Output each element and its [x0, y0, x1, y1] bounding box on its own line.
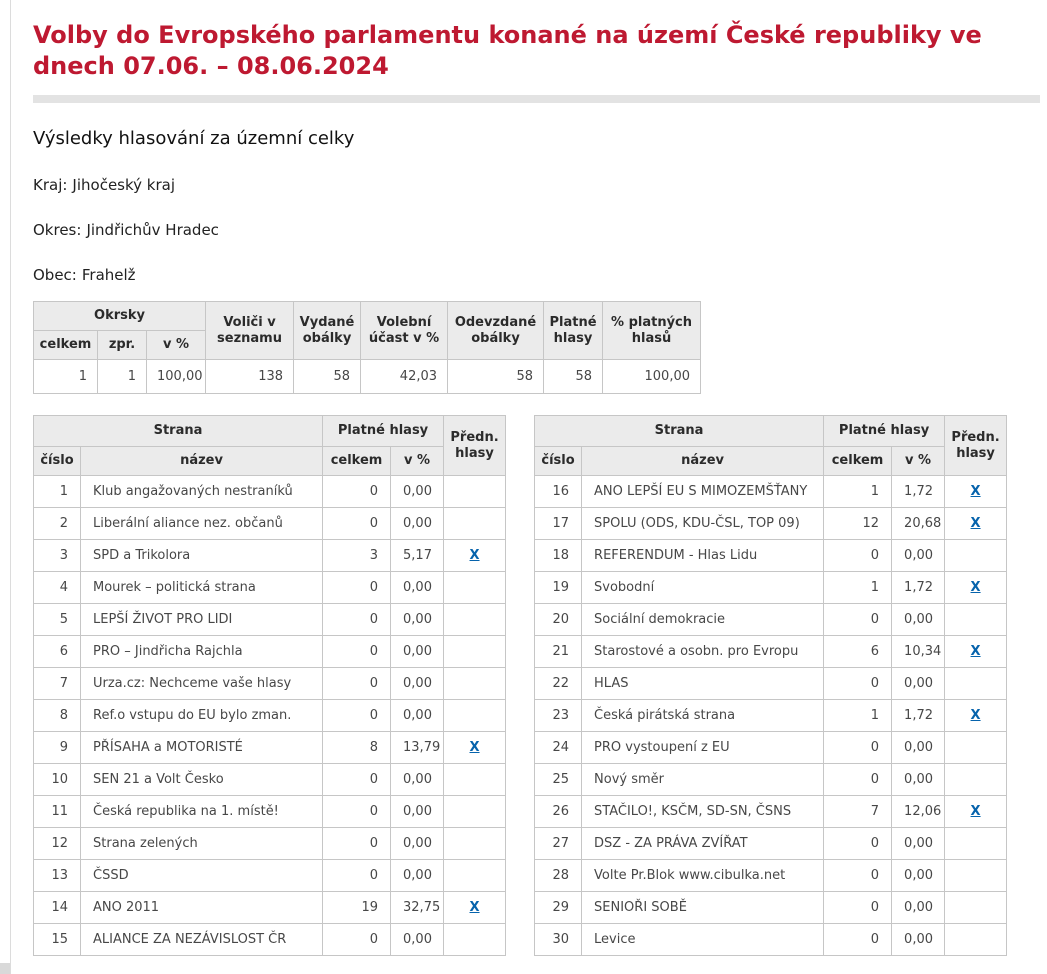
party-number-cell: 2: [34, 508, 81, 540]
party-total-cell: 0: [323, 700, 391, 732]
party-total-cell: 0: [323, 860, 391, 892]
party-pct-cell: 0,00: [391, 860, 444, 892]
party-pct-cell: 0,00: [391, 476, 444, 508]
party-number-cell: 14: [34, 892, 81, 924]
district-value: Jindřichův Hradec: [86, 221, 219, 239]
party-subheader-name: název: [81, 447, 323, 476]
main-content: [33, 0, 1040, 956]
summary-cell-3: 138: [206, 360, 294, 394]
party-total-cell: 6: [824, 636, 892, 668]
party-pct-cell: 0,00: [391, 828, 444, 860]
party-number-cell: 29: [535, 892, 582, 924]
party-name-cell: Starostové a osobn. pro Evropu: [582, 636, 824, 668]
summary-header-valid-votes-pct: % platných hlasů: [603, 302, 701, 360]
section-heading: Výsledky hlasování za územní celky: [33, 128, 355, 149]
party-number-cell: 16: [535, 476, 582, 508]
district-label: Okres:: [33, 221, 82, 239]
party-total-cell: 8: [323, 732, 391, 764]
party-number-cell: 13: [34, 860, 81, 892]
party-pref-cell: [444, 636, 506, 668]
party-pref-cell: [444, 732, 506, 764]
party-name-cell: Klub angažovaných nestraníků: [81, 476, 323, 508]
party-pct-cell: 20,68: [892, 508, 945, 540]
party-pref-cell: [945, 508, 1007, 540]
party-pct-cell: 0,00: [391, 764, 444, 796]
party-row: [34, 668, 506, 700]
party-pref-cell: [444, 828, 506, 860]
party-row: [535, 860, 1007, 892]
party-row: [34, 892, 506, 924]
party-row: [34, 476, 506, 508]
party-row: [34, 796, 506, 828]
party-total-cell: 0: [824, 732, 892, 764]
party-total-cell: 0: [323, 924, 391, 956]
party-name-cell: SENIOŘI SOBĚ: [582, 892, 824, 924]
party-pct-cell: 0,00: [892, 924, 945, 956]
party-pref-cell: [945, 572, 1007, 604]
party-name-cell: LEPŠÍ ŽIVOT PRO LIDI: [81, 604, 323, 636]
party-row: [34, 508, 506, 540]
region-value: Jihočeský kraj: [72, 176, 175, 194]
party-row: [535, 892, 1007, 924]
summary-cell-8: 100,00: [603, 360, 701, 394]
party-total-cell: 0: [323, 668, 391, 700]
party-pref-cell: [945, 700, 1007, 732]
party-subheader-number: číslo: [535, 447, 582, 476]
municipality-label: Obec:: [33, 266, 77, 284]
party-pref-cell: [444, 572, 506, 604]
party-pct-cell: 0,00: [391, 636, 444, 668]
preferential-votes-link[interactable]: X: [469, 548, 480, 563]
party-header-strana: Strana: [535, 416, 824, 447]
preferential-votes-link[interactable]: X: [970, 644, 981, 659]
party-name-cell: SEN 21 a Volt Česko: [81, 764, 323, 796]
party-total-cell: 0: [323, 476, 391, 508]
party-name-cell: Urza.cz: Nechceme vaše hlasy: [81, 668, 323, 700]
party-total-cell: 0: [824, 764, 892, 796]
party-number-cell: 18: [535, 540, 582, 572]
party-row: [34, 828, 506, 860]
summary-cell-6: 58: [448, 360, 544, 394]
party-pct-cell: 0,00: [892, 764, 945, 796]
summary-cell-2: 100,00: [147, 360, 206, 394]
party-number-cell: 19: [535, 572, 582, 604]
footer-edge-stub: [0, 963, 10, 974]
party-total-cell: 0: [824, 892, 892, 924]
party-pref-cell: [945, 924, 1007, 956]
party-pct-cell: 0,00: [892, 540, 945, 572]
party-number-cell: 7: [34, 668, 81, 700]
party-row: [34, 604, 506, 636]
party-pct-cell: 5,17: [391, 540, 444, 572]
party-row: [535, 796, 1007, 828]
party-name-cell: Nový směr: [582, 764, 824, 796]
party-name-cell: Volte Pr.Blok www.cibulka.net: [582, 860, 824, 892]
party-row: [34, 700, 506, 732]
party-subheader-pct: v %: [391, 447, 444, 476]
party-pct-cell: 1,72: [892, 700, 945, 732]
party-pref-cell: [945, 828, 1007, 860]
preferential-votes-link[interactable]: X: [970, 516, 981, 531]
party-name-cell: ANO 2011: [81, 892, 323, 924]
party-pref-cell: [945, 540, 1007, 572]
party-total-cell: 19: [323, 892, 391, 924]
party-number-cell: 15: [34, 924, 81, 956]
party-row: [34, 764, 506, 796]
summary-cell-5: 42,03: [361, 360, 448, 394]
party-name-cell: Česká republika na 1. místě!: [81, 796, 323, 828]
party-total-cell: 0: [824, 860, 892, 892]
party-total-cell: 0: [323, 508, 391, 540]
summary-cell-4: 58: [294, 360, 361, 394]
party-total-cell: 0: [323, 604, 391, 636]
party-name-cell: STAČILO!, KSČM, SD-SN, ČSNS: [582, 796, 824, 828]
party-number-cell: 1: [34, 476, 81, 508]
party-number-cell: 21: [535, 636, 582, 668]
party-table-right: [534, 415, 1007, 956]
preferential-votes-link[interactable]: X: [970, 708, 981, 723]
party-pref-cell: [444, 764, 506, 796]
party-number-cell: 6: [34, 636, 81, 668]
party-pct-cell: 0,00: [892, 892, 945, 924]
party-number-cell: 3: [34, 540, 81, 572]
preferential-votes-link[interactable]: X: [970, 580, 981, 595]
municipality-value: Frahelž: [81, 266, 136, 284]
title-divider: [33, 95, 1040, 103]
party-total-cell: 1: [824, 476, 892, 508]
party-pct-cell: 1,72: [892, 572, 945, 604]
party-pct-cell: 10,34: [892, 636, 945, 668]
party-row: [535, 732, 1007, 764]
party-total-cell: 0: [323, 796, 391, 828]
party-header-strana: Strana: [34, 416, 323, 447]
party-pct-cell: 13,79: [391, 732, 444, 764]
party-number-cell: 9: [34, 732, 81, 764]
summary-subheader-pct: v %: [147, 331, 206, 360]
party-subheader-total: celkem: [323, 447, 391, 476]
party-total-cell: 0: [323, 572, 391, 604]
party-row: [535, 540, 1007, 572]
party-total-cell: 0: [824, 668, 892, 700]
party-total-cell: 12: [824, 508, 892, 540]
party-pref-cell: [945, 636, 1007, 668]
party-row: [535, 476, 1007, 508]
party-pct-cell: 0,00: [391, 700, 444, 732]
party-pct-cell: 0,00: [892, 828, 945, 860]
party-pct-cell: 0,00: [391, 668, 444, 700]
party-pref-cell: [945, 764, 1007, 796]
party-number-cell: 28: [535, 860, 582, 892]
summary-cell-0: 1: [34, 360, 98, 394]
party-pct-cell: 32,75: [391, 892, 444, 924]
party-name-cell: SPOLU (ODS, KDU-ČSL, TOP 09): [582, 508, 824, 540]
party-row: [535, 572, 1007, 604]
party-pct-cell: 0,00: [892, 604, 945, 636]
preferential-votes-link[interactable]: X: [970, 804, 981, 819]
party-number-cell: 22: [535, 668, 582, 700]
party-number-cell: 26: [535, 796, 582, 828]
party-name-cell: DSZ - ZA PRÁVA ZVÍŘAT: [582, 828, 824, 860]
party-row: [535, 668, 1007, 700]
district-line: [33, 221, 1040, 239]
party-pct-cell: 0,00: [391, 572, 444, 604]
party-total-cell: 0: [323, 764, 391, 796]
party-name-cell: ANO LEPŠÍ EU S MIMOZEMŠŤANY: [582, 476, 824, 508]
party-row: [535, 924, 1007, 956]
summary-header-registered-voters: Voliči v seznamu: [206, 302, 294, 360]
party-subheader-name: název: [582, 447, 824, 476]
municipality-line: [33, 266, 1040, 284]
party-row: [535, 636, 1007, 668]
party-pref-cell: [945, 860, 1007, 892]
party-subheader-total: celkem: [824, 447, 892, 476]
party-pref-cell: [444, 540, 506, 572]
summary-header-turnout: Volební účast v %: [361, 302, 448, 360]
party-pct-cell: 0,00: [391, 508, 444, 540]
party-pref-cell: [444, 892, 506, 924]
party-pref-cell: [444, 604, 506, 636]
party-name-cell: PŘÍSAHA a MOTORISTÉ: [81, 732, 323, 764]
party-name-cell: Liberální aliance nez. občanů: [81, 508, 323, 540]
party-pref-cell: [444, 796, 506, 828]
party-row: [34, 540, 506, 572]
party-pct-cell: 0,00: [892, 860, 945, 892]
party-header-valid-votes: Platné hlasy: [824, 416, 945, 447]
party-name-cell: PRO vystoupení z EU: [582, 732, 824, 764]
party-header-pref-votes: Předn. hlasy: [444, 416, 506, 476]
party-pref-cell: [444, 476, 506, 508]
party-total-cell: 0: [824, 924, 892, 956]
party-row: [535, 764, 1007, 796]
party-pct-cell: 0,00: [391, 604, 444, 636]
party-name-cell: ALIANCE ZA NEZÁVISLOST ČR: [81, 924, 323, 956]
page-title: Volby do Evropského parlamentu konané na území České republiky ve dnech 07.06. – 08.06.2024: [33, 21, 982, 80]
summary-cell-1: 1: [98, 360, 147, 394]
party-row: [34, 860, 506, 892]
party-subheader-pct: v %: [892, 447, 945, 476]
summary-cell-7: 58: [544, 360, 603, 394]
party-pref-cell: [444, 860, 506, 892]
party-name-cell: Strana zelených: [81, 828, 323, 860]
summary-row: [34, 360, 701, 394]
party-pct-cell: 1,72: [892, 476, 945, 508]
party-row: [34, 636, 506, 668]
party-row: [34, 572, 506, 604]
region-label: Kraj:: [33, 176, 68, 194]
party-row: [535, 508, 1007, 540]
summary-subheader-total: celkem: [34, 331, 98, 360]
party-pct-cell: 0,00: [892, 668, 945, 700]
party-name-cell: HLAS: [582, 668, 824, 700]
party-pct-cell: 0,00: [391, 796, 444, 828]
party-total-cell: 0: [824, 828, 892, 860]
summary-header-valid-votes: Platné hlasy: [544, 302, 603, 360]
party-total-cell: 3: [323, 540, 391, 572]
party-pref-cell: [945, 668, 1007, 700]
party-pref-cell: [444, 700, 506, 732]
party-number-cell: 20: [535, 604, 582, 636]
preferential-votes-link[interactable]: X: [469, 740, 480, 755]
party-name-cell: REFERENDUM - Hlas Lidu: [582, 540, 824, 572]
party-total-cell: 1: [824, 700, 892, 732]
party-number-cell: 12: [34, 828, 81, 860]
party-name-cell: Levice: [582, 924, 824, 956]
party-header-pref-votes: Předn. hlasy: [945, 416, 1007, 476]
party-name-cell: Ref.o vstupu do EU bylo zman.: [81, 700, 323, 732]
party-pref-cell: [444, 668, 506, 700]
party-name-cell: SPD a Trikolora: [81, 540, 323, 572]
party-total-cell: 0: [323, 636, 391, 668]
party-number-cell: 27: [535, 828, 582, 860]
page-left-border: [10, 0, 11, 974]
summary-header-returned-envelopes: Odevzdané obálky: [448, 302, 544, 360]
party-pref-cell: [945, 732, 1007, 764]
party-pct-cell: 12,06: [892, 796, 945, 828]
party-row: [535, 604, 1007, 636]
preferential-votes-link[interactable]: X: [469, 900, 480, 915]
party-name-cell: Mourek – politická strana: [81, 572, 323, 604]
party-pref-cell: [444, 508, 506, 540]
party-pct-cell: 0,00: [391, 924, 444, 956]
party-number-cell: 17: [535, 508, 582, 540]
party-total-cell: 7: [824, 796, 892, 828]
party-pref-cell: [945, 892, 1007, 924]
party-number-cell: 23: [535, 700, 582, 732]
party-number-cell: 11: [34, 796, 81, 828]
party-total-cell: 0: [824, 604, 892, 636]
party-subheader-number: číslo: [34, 447, 81, 476]
party-number-cell: 25: [535, 764, 582, 796]
party-pref-cell: [945, 476, 1007, 508]
party-header-valid-votes: Platné hlasy: [323, 416, 444, 447]
party-pref-cell: [945, 796, 1007, 828]
party-pct-cell: 0,00: [892, 732, 945, 764]
region-line: [33, 176, 1040, 194]
party-row: [34, 924, 506, 956]
summary-table: [33, 301, 701, 394]
party-row: [535, 828, 1007, 860]
party-total-cell: 0: [824, 540, 892, 572]
party-row: [535, 700, 1007, 732]
party-pref-cell: [945, 604, 1007, 636]
summary-subheader-processed: zpr.: [98, 331, 147, 360]
party-number-cell: 30: [535, 924, 582, 956]
summary-header-issued-envelopes: Vydané obálky: [294, 302, 361, 360]
party-name-cell: PRO – Jindřicha Rajchla: [81, 636, 323, 668]
party-tables-container: [33, 415, 1040, 956]
party-total-cell: 1: [824, 572, 892, 604]
party-row: [34, 732, 506, 764]
party-number-cell: 10: [34, 764, 81, 796]
summary-header-okrsky: Okrsky: [34, 302, 206, 331]
party-name-cell: ČSSD: [81, 860, 323, 892]
party-table-left: [33, 415, 506, 956]
party-pref-cell: [444, 924, 506, 956]
party-name-cell: Svobodní: [582, 572, 824, 604]
preferential-votes-link[interactable]: X: [970, 484, 981, 499]
party-name-cell: Česká pirátská strana: [582, 700, 824, 732]
party-total-cell: 0: [323, 828, 391, 860]
party-number-cell: 24: [535, 732, 582, 764]
party-number-cell: 4: [34, 572, 81, 604]
party-number-cell: 8: [34, 700, 81, 732]
party-number-cell: 5: [34, 604, 81, 636]
party-name-cell: Sociální demokracie: [582, 604, 824, 636]
